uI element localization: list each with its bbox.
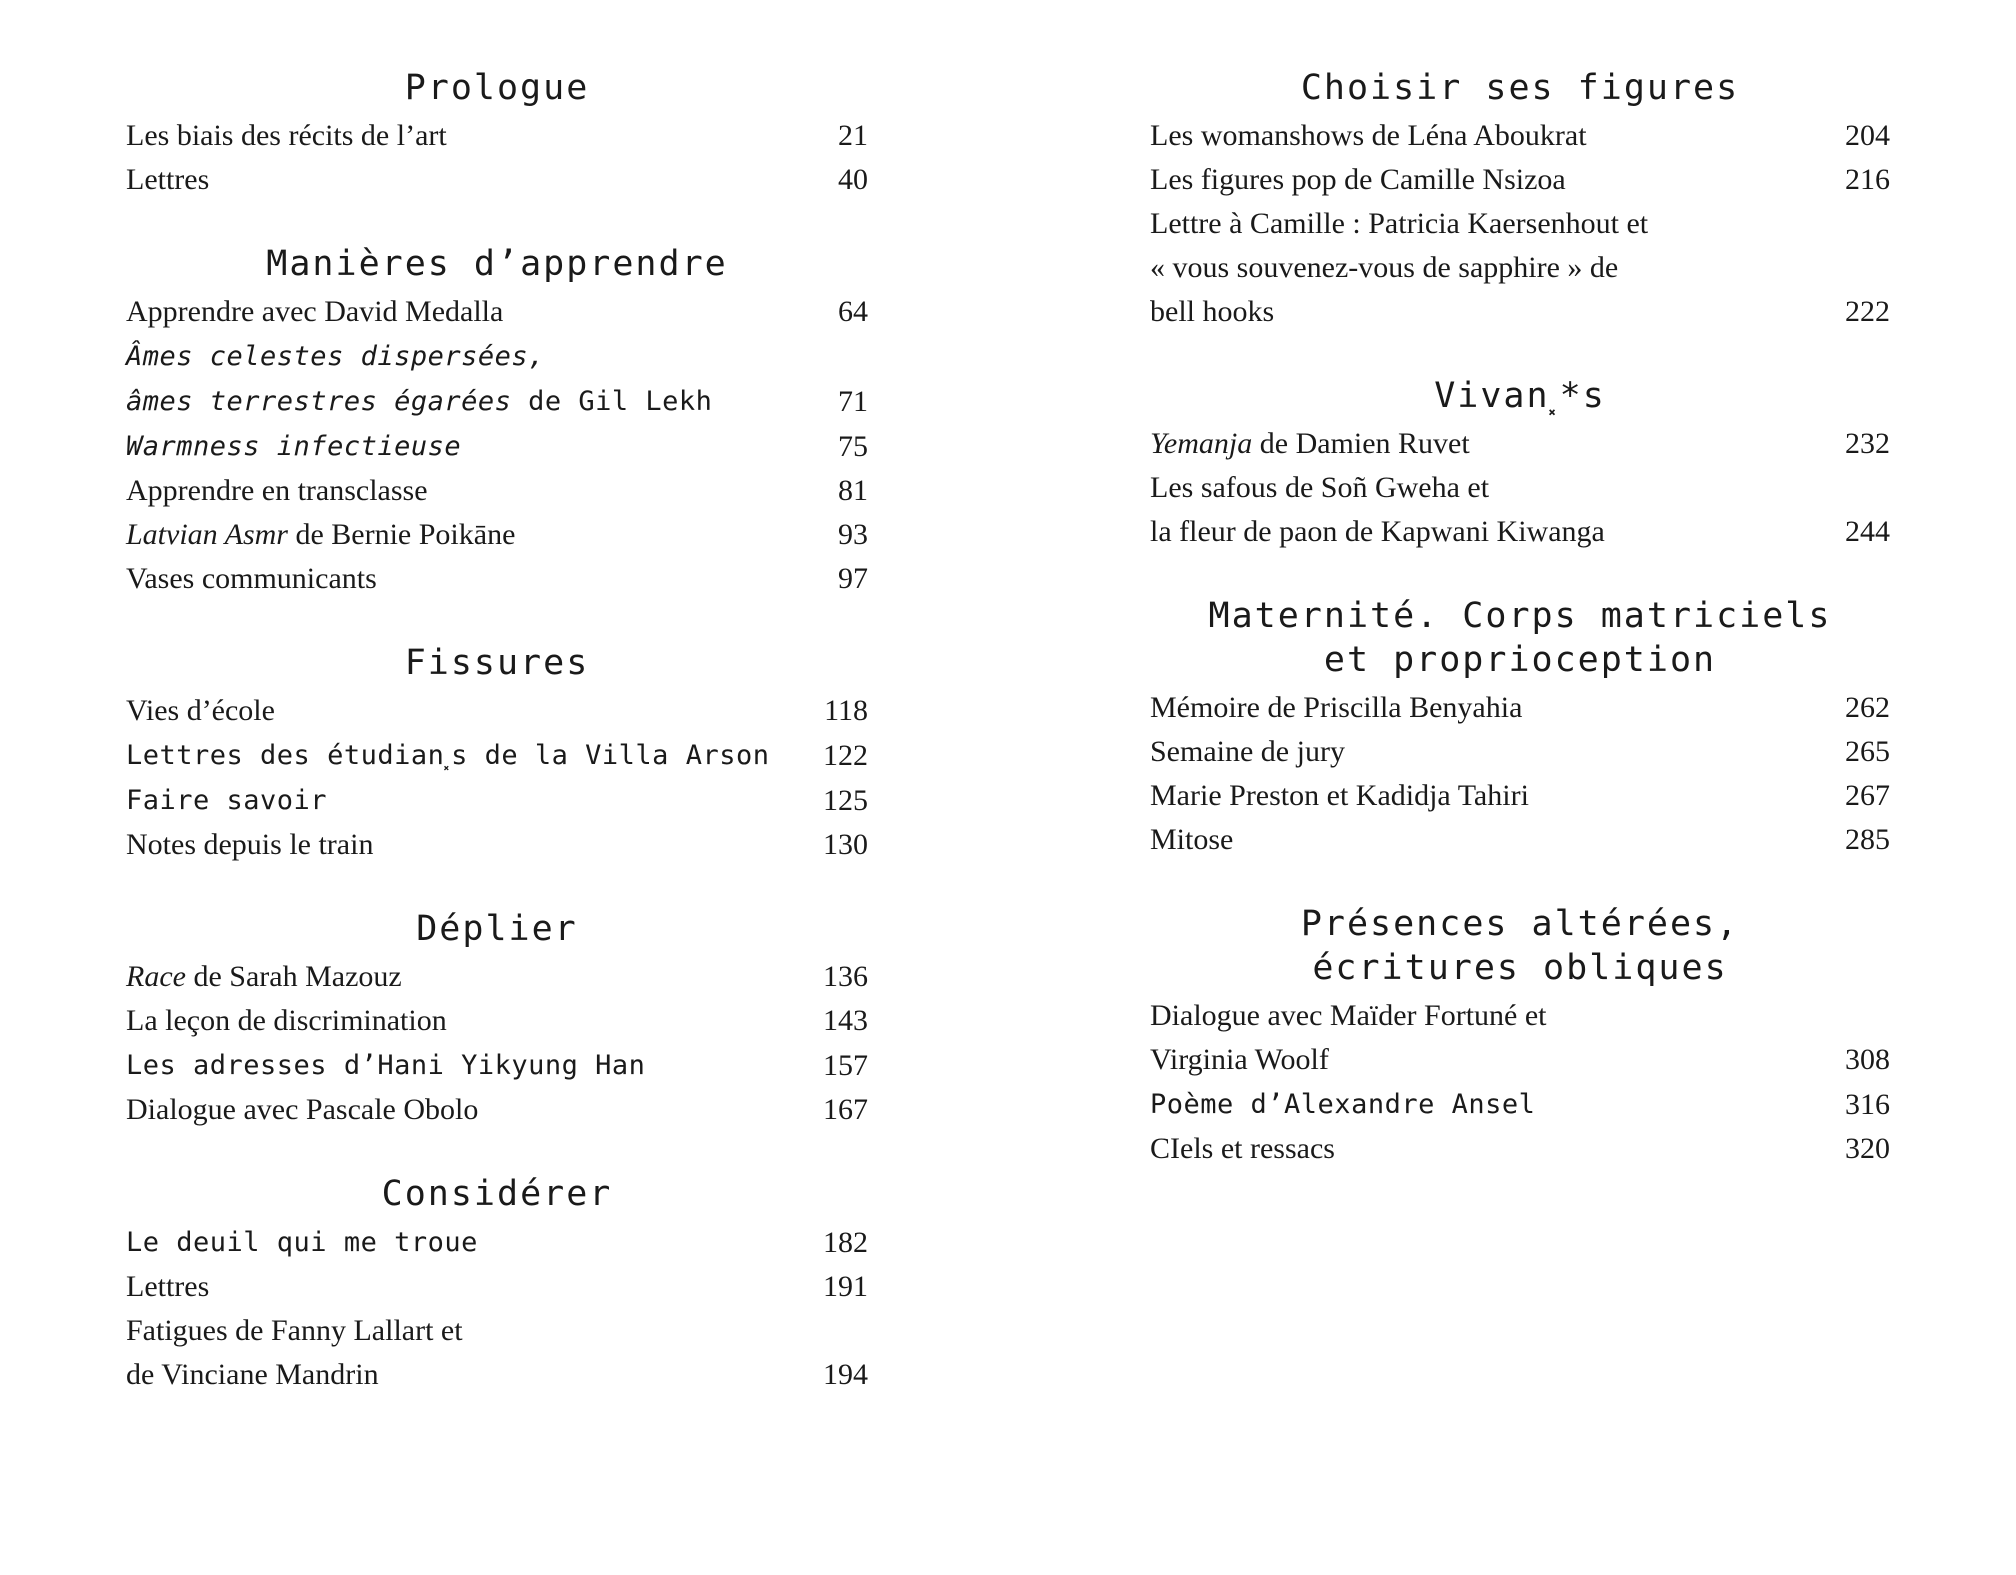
entry-title <box>126 290 798 334</box>
entry-page-number: 157 <box>823 1049 868 1082</box>
toc-entry[interactable] <box>126 1265 868 1309</box>
entry-page-number: 244 <box>1845 515 1890 548</box>
entry-page-number: 320 <box>1845 1132 1890 1165</box>
toc-entry[interactable] <box>1150 818 1890 862</box>
entry-title-text: Marie Preston et Kadidja Tahiri <box>1150 779 1529 812</box>
section-heading-line: Présences altérées, <box>1300 904 1740 944</box>
toc-right-column <box>1150 66 1890 1211</box>
entry-page-number: 130 <box>823 828 868 861</box>
entry-title-text: Les figures pop de Camille Nsizoa <box>1150 163 1566 196</box>
entry-title <box>1150 422 1820 466</box>
entry-title-text: Vies d’école <box>126 694 275 727</box>
entry-title <box>126 999 798 1043</box>
entry-title-text: CIels et ressacs <box>1150 1132 1335 1165</box>
entry-title-text: Les womanshows de Léna Aboukrat <box>1150 119 1587 152</box>
toc-entry[interactable] <box>126 689 868 733</box>
section-heading-line: Considérer <box>381 1174 613 1214</box>
entry-title-text: Lettre à Camille : Patricia Kaersenhout et <box>1150 207 1649 240</box>
entry-title-text: Âmes celestes dispersées, <box>126 341 545 372</box>
entry-title-text: Fatigues de Fanny Lallart et <box>126 1314 463 1347</box>
entry-title-text: Vases communicants <box>126 562 377 595</box>
section-heading <box>126 1172 868 1216</box>
entry-page-number: 194 <box>823 1358 868 1391</box>
entry-page-number: 316 <box>1845 1088 1890 1121</box>
entry-title <box>126 513 798 557</box>
toc-entry[interactable] <box>126 469 868 513</box>
entry-page-number: 64 <box>838 295 868 328</box>
toc-section <box>126 907 868 1132</box>
entry-title-text: Poème d’Alexandre Ansel <box>1150 1089 1536 1120</box>
toc-entry[interactable] <box>126 334 868 424</box>
entry-title <box>126 733 798 778</box>
toc-entry[interactable] <box>126 424 868 469</box>
entry-title <box>1150 466 1820 554</box>
toc-entry[interactable] <box>1150 994 1890 1082</box>
entry-title-text: Mémoire de Priscilla Benyahia <box>1150 691 1523 724</box>
toc-entry[interactable] <box>126 1220 868 1265</box>
entry-title <box>126 424 798 469</box>
entry-page-number: 71 <box>838 385 868 418</box>
toc-entry[interactable] <box>126 557 868 601</box>
toc-entry[interactable] <box>126 1088 868 1132</box>
toc-section <box>126 641 868 867</box>
entry-page-number: 262 <box>1845 691 1890 724</box>
toc-entry[interactable] <box>126 290 868 334</box>
entry-title-text: Semaine de jury <box>1150 735 1345 768</box>
entry-title-text: bell hooks <box>1150 295 1275 328</box>
entry-title <box>126 469 798 513</box>
entry-page-number: 285 <box>1845 823 1890 856</box>
entry-title-text: Virginia Woolf <box>1150 1043 1329 1076</box>
entry-page-number: 182 <box>823 1226 868 1259</box>
entry-title <box>1150 158 1820 202</box>
entry-page-number: 143 <box>823 1004 868 1037</box>
section-heading <box>1150 66 1890 110</box>
entry-title <box>1150 202 1820 334</box>
entry-title <box>126 778 798 823</box>
entry-title <box>126 955 798 999</box>
entry-title <box>1150 1082 1820 1127</box>
toc-entry[interactable] <box>1150 774 1890 818</box>
section-heading-line: et proprioception <box>1323 640 1717 680</box>
toc-entry[interactable] <box>1150 158 1890 202</box>
toc-entry[interactable] <box>1150 1082 1890 1127</box>
entry-title <box>126 1043 798 1088</box>
entry-title <box>126 689 798 733</box>
entry-title <box>1150 774 1820 818</box>
entry-title-text: la fleur de paon de Kapwani Kiwanga <box>1150 515 1605 548</box>
section-heading <box>126 242 868 286</box>
entry-title-text: Lettres des étudian⸼s de la Villa Arson <box>126 740 770 771</box>
section-heading-line: Maternité. Corps matriciels <box>1208 596 1832 636</box>
section-heading-line: Déplier <box>416 909 578 949</box>
entry-title-text: de Sarah Mazouz <box>185 960 402 993</box>
entry-page-number: 21 <box>838 119 868 152</box>
toc-entry[interactable] <box>1150 466 1890 554</box>
toc-entry[interactable] <box>126 999 868 1043</box>
entry-title <box>1150 818 1820 862</box>
toc-entry[interactable] <box>1150 686 1890 730</box>
toc-entry[interactable] <box>126 158 868 202</box>
entry-page-number: 136 <box>823 960 868 993</box>
entry-title-text: de Gil Lekh <box>511 386 713 417</box>
entry-title <box>126 1309 798 1397</box>
entry-page-number: 222 <box>1845 295 1890 328</box>
section-heading-line: Vivan⸼*s <box>1434 376 1606 416</box>
entry-page-number: 216 <box>1845 163 1890 196</box>
entry-title-text: Mitose <box>1150 823 1234 856</box>
entry-title-text: La leçon de discrimination <box>126 1004 447 1037</box>
entry-title-text: Warmness infectieuse <box>126 431 462 462</box>
entry-title-text: « vous souvenez-vous de sapphire » de <box>1150 251 1619 284</box>
section-heading <box>1150 594 1890 682</box>
entry-page-number: 81 <box>838 474 868 507</box>
entry-title-text: Race <box>126 960 186 993</box>
entry-title <box>1150 994 1820 1082</box>
entry-title <box>126 158 798 202</box>
entry-title <box>126 823 798 867</box>
entry-title-text: Les biais des récits de l’art <box>126 119 447 152</box>
toc-entry[interactable] <box>126 114 868 158</box>
entry-title <box>126 1265 798 1309</box>
entry-title <box>126 557 798 601</box>
entry-page-number: 167 <box>823 1093 868 1126</box>
entry-title-text: Apprendre en transclasse <box>126 474 428 507</box>
entry-title-text: Le deuil qui me troue <box>126 1227 478 1258</box>
entry-title-text: Apprendre avec David Medalla <box>126 295 504 328</box>
entry-title-text: Yemanja <box>1150 427 1253 460</box>
section-heading-line: Choisir ses figures <box>1300 68 1740 108</box>
toc-section <box>1150 594 1890 862</box>
toc-section <box>126 242 868 601</box>
entry-page-number: 267 <box>1845 779 1890 812</box>
entry-title <box>1150 730 1820 774</box>
entry-page-number: 97 <box>838 562 868 595</box>
toc-entry[interactable] <box>1150 730 1890 774</box>
toc-section <box>126 1172 868 1397</box>
entry-title <box>1150 1127 1820 1171</box>
entry-page-number: 118 <box>824 694 868 727</box>
entry-title-text: de Vinciane Mandrin <box>126 1358 379 1391</box>
entry-title-text: de Damien Ruvet <box>1252 427 1470 460</box>
section-heading-line: Manières d’apprendre <box>266 244 728 284</box>
entry-title-text: Les safous de Soñ Gweha et <box>1150 471 1490 504</box>
toc-entry[interactable] <box>1150 202 1890 334</box>
entry-title-text: âmes terrestres égarées <box>126 386 512 417</box>
section-heading <box>1150 902 1890 990</box>
section-heading <box>126 907 868 951</box>
toc-section <box>1150 902 1890 1171</box>
entry-title-text: Dialogue avec Pascale Obolo <box>126 1093 479 1126</box>
toc-entry[interactable] <box>126 778 868 823</box>
entry-title <box>1150 114 1820 158</box>
entry-page-number: 75 <box>838 430 868 463</box>
entry-title-text: Lettres <box>126 1270 210 1303</box>
entry-page-number: 93 <box>838 518 868 551</box>
section-heading-line: écritures obliques <box>1312 948 1728 988</box>
entry-title <box>1150 686 1820 730</box>
section-heading <box>1150 374 1890 418</box>
section-heading-line: Fissures <box>404 643 590 683</box>
entry-page-number: 204 <box>1845 119 1890 152</box>
entry-page-number: 125 <box>823 784 868 817</box>
entry-title-text: Dialogue avec Maïder Fortuné et <box>1150 999 1547 1032</box>
toc-entry[interactable] <box>126 955 868 999</box>
entry-page-number: 40 <box>838 163 868 196</box>
toc-entry[interactable] <box>126 733 868 778</box>
section-heading-line: Prologue <box>404 68 590 108</box>
toc-entry[interactable] <box>126 1043 868 1088</box>
entry-title-text: Latvian Asmr <box>126 518 288 551</box>
toc-section <box>126 66 868 202</box>
section-heading <box>126 66 868 110</box>
entry-title-text: Les adresses d’Hani Yikyung Han <box>126 1050 646 1081</box>
entry-page-number: 191 <box>823 1270 868 1303</box>
toc-entry[interactable] <box>1150 1127 1890 1171</box>
toc-left-column <box>126 66 868 1437</box>
entry-page-number: 122 <box>823 739 868 772</box>
entry-title <box>126 1088 798 1132</box>
entry-page-number: 265 <box>1845 735 1890 768</box>
entry-page-number: 232 <box>1845 427 1890 460</box>
toc-entry[interactable] <box>126 513 868 557</box>
toc-entry[interactable] <box>126 823 868 867</box>
entry-page-number: 308 <box>1845 1043 1890 1076</box>
entry-title-text: Notes depuis le train <box>126 828 374 861</box>
toc-section <box>1150 66 1890 334</box>
toc-entry[interactable] <box>1150 114 1890 158</box>
section-heading <box>126 641 868 685</box>
entry-title <box>126 334 798 424</box>
entry-title-text: Faire savoir <box>126 785 328 816</box>
toc-entry[interactable] <box>1150 422 1890 466</box>
toc-entry[interactable] <box>126 1309 868 1397</box>
toc-section <box>1150 374 1890 554</box>
entry-title-text: de Bernie Poikāne <box>287 518 516 551</box>
entry-title <box>126 1220 798 1265</box>
entry-title-text: Lettres <box>126 163 210 196</box>
entry-title <box>126 114 798 158</box>
